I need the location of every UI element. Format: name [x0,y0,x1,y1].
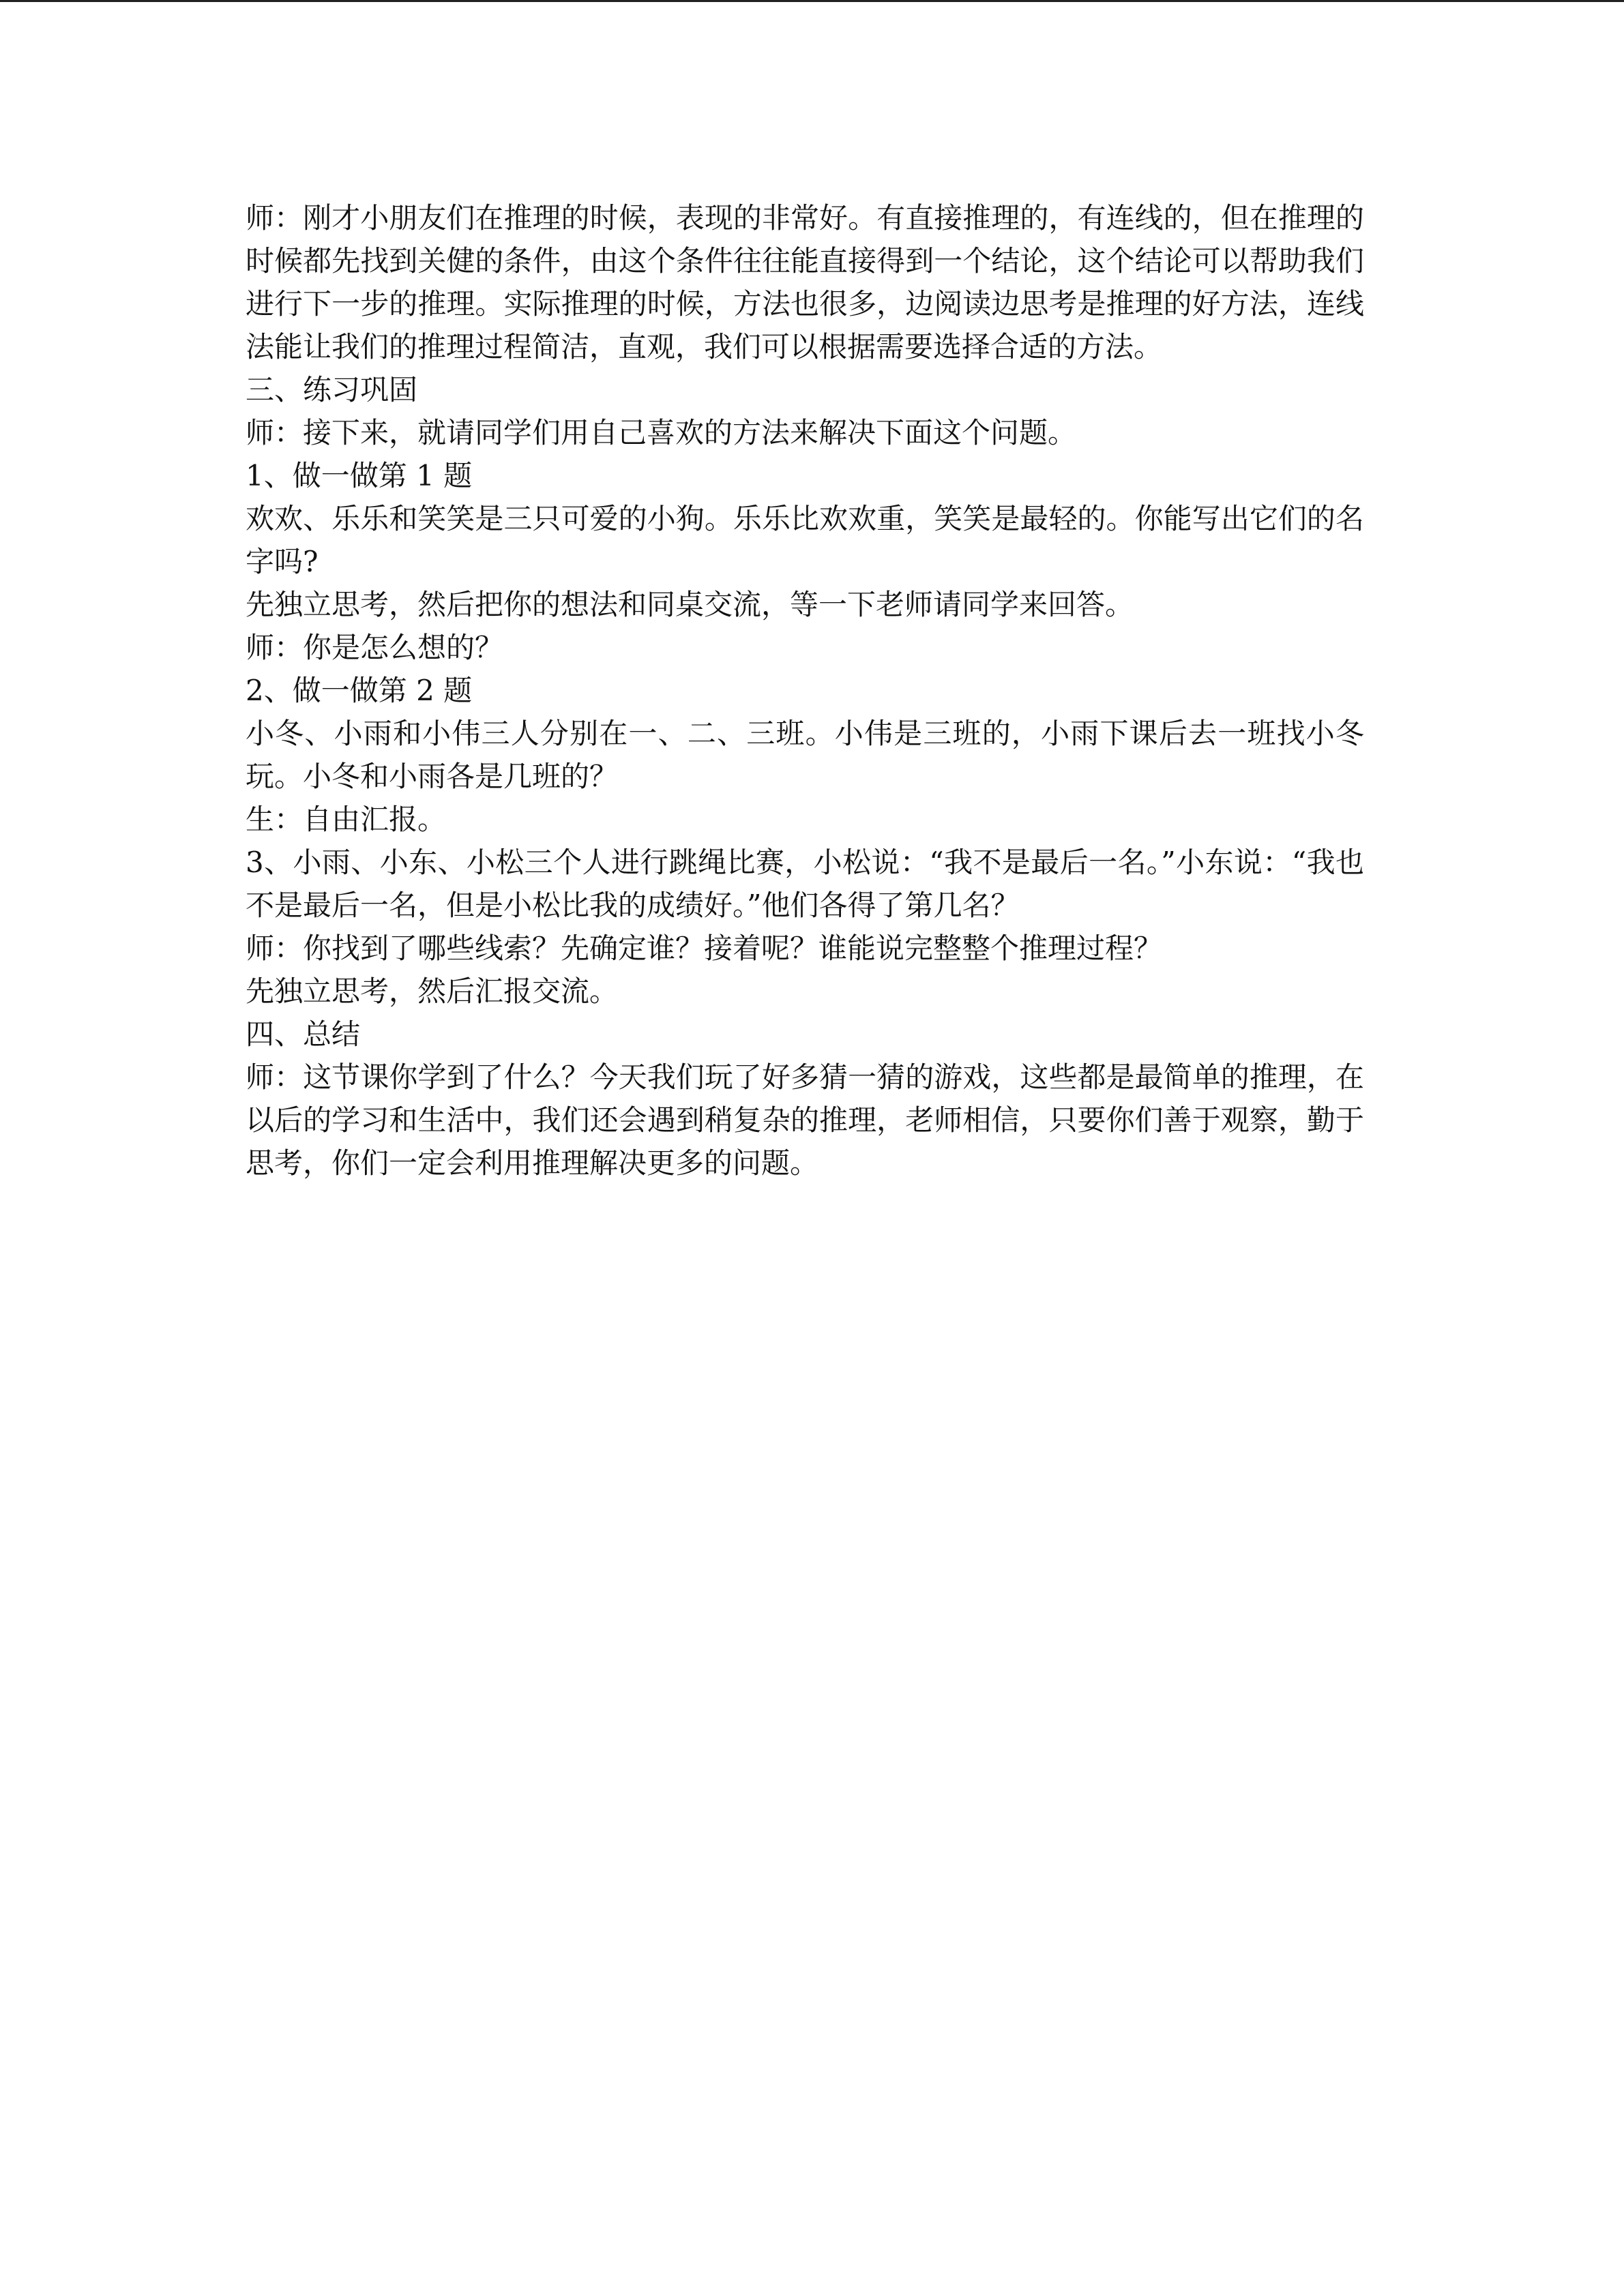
exercise-3-question: 3、小雨、小东、小松三个人进行跳绳比赛，小松说：“我不是最后一名。”小东说：“我也不是最后一名，但是小松比我的成绩好。”他们各得了第几名？ [246,846,1364,922]
section-heading-practice: 三、练习巩固 [246,373,418,406]
exercise-heading-1: 1、做一做第 1 题 [246,459,473,492]
paragraph-closing-summary: 师：这节课你学到了什么？今天我们玩了好多猜一猜的游戏，这些都是最简单的推理，在以后的学习和生活中，我们还会遇到稍复杂的推理，老师相信，只要你们善于观察，勤于思考，你们一定会利用推理解决更多的问题。 [246,1060,1364,1180]
paragraph-teacher-summary: 师：刚才小朋友们在推理的时候，表现的非常好。有直接推理的，有连线的，但在推理的时候都先找到关健的条件，由这个条件往往能直接得到一个结论，这个结论可以帮助我们进行下一步的推理。实际推理的时候，方法也很多，边阅读边思考是推理的好方法，连线法能让我们的推理过程简洁，直观，我们可以根据需要选择合适的方法。 [246,201,1364,363]
exercise-1-instruction: 先独立思考，然后把你的想法和同桌交流，等一下老师请同学来回答。 [246,588,1134,621]
exercise-1-question: 欢欢、乐乐和笑笑是三只可爱的小狗。乐乐比欢欢重，笑笑是最轻的。你能写出它们的名字吗? [246,502,1364,578]
section-heading-summary: 四、总结 [246,1017,361,1051]
paragraph-teacher-prompt: 师：接下来，就请同学们用自己喜欢的方法来解决下面这个问题。 [246,416,1077,449]
exercise-2-question: 小冬、小雨和小伟三人分别在一、二、三班。小伟是三班的，小雨下课后去一班找小冬玩。小冬和小雨各是几班的？ [246,717,1364,793]
exercise-1-teacher-question: 师：你是怎么想的？ [246,631,504,664]
document-page [246,196,1364,1184]
exercise-3-teacher-question: 师：你找到了哪些线索？先确定谁？接着呢？谁能说完整整个推理过程？ [246,931,1163,965]
exercise-2-student-response: 生：自由汇报。 [246,803,447,836]
exercise-heading-2: 2、做一做第 2 题 [246,674,473,707]
exercise-3-instruction: 先独立思考，然后汇报交流。 [246,974,619,1008]
